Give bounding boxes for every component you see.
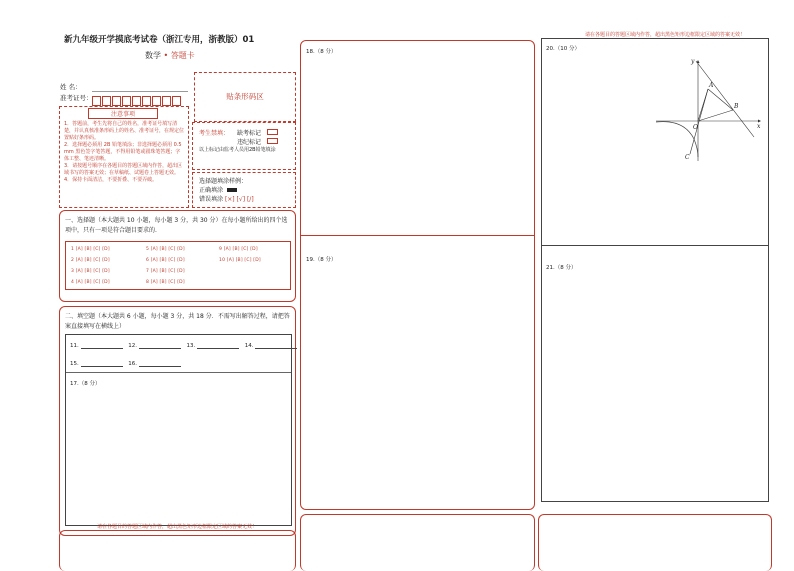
- panel2-bottom-box: [300, 514, 535, 571]
- panel3-warning: 请在各题目的答题区域内作答，超出黑色矩形边框限定区域的答案无效！: [584, 32, 745, 38]
- notice-item: 3．请按题号顺序在各题目的答题区域内作答，超出区域书写的答案无效；在草稿纸、试题卷上答题无效。: [64, 163, 183, 176]
- line-ca: [690, 89, 708, 154]
- c-label: C: [685, 154, 690, 161]
- q19-label: 19.（8 分）: [306, 257, 337, 263]
- o-label: O: [693, 124, 698, 131]
- notice-item: 4．保持卡面清洁，不要折叠、不要弄破。: [64, 177, 158, 183]
- right-fill-label: 正确填涂: [199, 187, 224, 194]
- card-label: 答题卡: [170, 51, 195, 60]
- notice-item: 1．答题前，考生先将自己的姓名，准考证号填写清楚，并认真核准条形码上的姓名、准考证号，在规定位置贴好条形码。: [64, 121, 185, 141]
- blank-line[interactable]: [197, 342, 239, 349]
- wrong-fill-label: 错误填涂: [199, 196, 224, 203]
- fill-blank-section: [59, 306, 296, 536]
- line-ob: [698, 110, 733, 121]
- choice-row[interactable]: 5 [A] [B] [C] [D]: [146, 247, 185, 252]
- barcode-label: 贴条形码区: [226, 92, 264, 101]
- barcode-area: [194, 72, 296, 122]
- hyperbola-curve: [656, 122, 698, 157]
- panel2-box[interactable]: [300, 40, 535, 510]
- a-label: A: [709, 82, 714, 89]
- blank-line[interactable]: [81, 360, 123, 367]
- absent-label: 缺考标记: [237, 130, 262, 137]
- choice-row[interactable]: 1 [A] [B] [C] [D]: [71, 247, 110, 252]
- cheat-checkbox[interactable]: [267, 138, 278, 144]
- q18-label: 18.（8 分）: [306, 49, 337, 55]
- q18-divider: [301, 235, 534, 236]
- wrong-fill-marks: [×] [√] [/]: [224, 196, 254, 203]
- absent-checkbox[interactable]: [267, 129, 278, 135]
- choice-row[interactable]: 10 [A] [B] [C] [D]: [219, 258, 261, 263]
- fill-example-title: 选择题填涂样例：: [199, 178, 248, 185]
- blank-number: 12.: [128, 343, 137, 349]
- blank-number: 16.: [128, 361, 137, 367]
- choice-row[interactable]: 8 [A] [B] [C] [D]: [146, 280, 185, 285]
- status-label: 考生禁填：: [199, 130, 230, 137]
- panel3-bottom-box: [538, 514, 772, 571]
- status-note: 以上标记由监考人员用2B铅笔填涂: [199, 147, 276, 153]
- blank-line[interactable]: [81, 342, 123, 349]
- choice-grid: [65, 241, 291, 290]
- choice-row[interactable]: 2 [A] [B] [C] [D]: [71, 258, 110, 263]
- notice-title: 注意事项: [88, 108, 158, 119]
- choice-section-title: 一、选择题（本大题共 10 小题，每小题 3 分，共 30 分）在每小题所给出的四个选项中，只有一项是符合题目要求的.: [65, 217, 288, 234]
- x-label: x: [757, 123, 761, 130]
- blank-line[interactable]: [139, 360, 181, 367]
- id-label: 准考证号：: [60, 94, 93, 102]
- q17-label: 17.（8 分）: [70, 381, 101, 387]
- blank-line[interactable]: [139, 342, 181, 349]
- line-ab: [708, 89, 733, 110]
- panel3-box[interactable]: [541, 38, 769, 502]
- blank-number: 11.: [70, 343, 79, 349]
- cheat-label: 违纪标记: [237, 139, 262, 146]
- blank-number: 15.: [70, 361, 79, 367]
- choice-row[interactable]: 3 [A] [B] [C] [D]: [71, 269, 110, 274]
- subject-label: 数学: [145, 51, 161, 60]
- exam-title: 新九年级开学摸底考试卷（浙江专用，浙教版）01: [64, 35, 255, 45]
- geometry-figure: [652, 53, 764, 163]
- line-oa: [698, 89, 708, 121]
- blank-number: 14.: [244, 343, 254, 349]
- right-fill-mark: [227, 188, 237, 192]
- b-label: B: [734, 103, 739, 110]
- subtitle-dot: •: [163, 51, 169, 60]
- notice-box: [59, 106, 189, 208]
- answer-area[interactable]: [65, 334, 292, 526]
- choice-row[interactable]: 6 [A] [B] [C] [D]: [146, 258, 185, 263]
- panel1-warning: 请在各题目的答题区域内作答，超出黑色矩形边框限定区域的答案无效！: [96, 524, 257, 530]
- blank-line[interactable]: [255, 342, 297, 349]
- y-label: y: [691, 58, 695, 65]
- choice-section: [59, 210, 296, 302]
- subtitle: [145, 50, 195, 61]
- blank-number: 13.: [186, 343, 196, 349]
- choice-row[interactable]: 7 [A] [B] [C] [D]: [146, 269, 185, 274]
- q20-label: 20.（10 分）: [546, 46, 580, 52]
- choice-row[interactable]: 9 [A] [B] [C] [D]: [219, 247, 258, 252]
- notice-item: 2．选择题必须用 2B 铅笔填涂；非选择题必须用 0.5 mm 黑色签字笔答题，不得用铅笔或圆珠笔答题；字体工整、笔迹清晰。: [64, 142, 182, 162]
- panel1-bottom-box: [59, 530, 296, 571]
- fill-example-box: [192, 172, 296, 208]
- name-label: 姓 名：: [60, 83, 82, 91]
- choice-row[interactable]: 4 [A] [B] [C] [D]: [71, 280, 110, 285]
- exam-status-box: [192, 122, 296, 170]
- fill-blank-title: 二、填空题（本大题共 6 小题，每小题 3 分，共 18 分．不需写出解答过程，请把答案直接填写在横线上）: [65, 313, 290, 330]
- q21-label: 21.（8 分）: [546, 265, 577, 271]
- q20-divider: [542, 245, 768, 246]
